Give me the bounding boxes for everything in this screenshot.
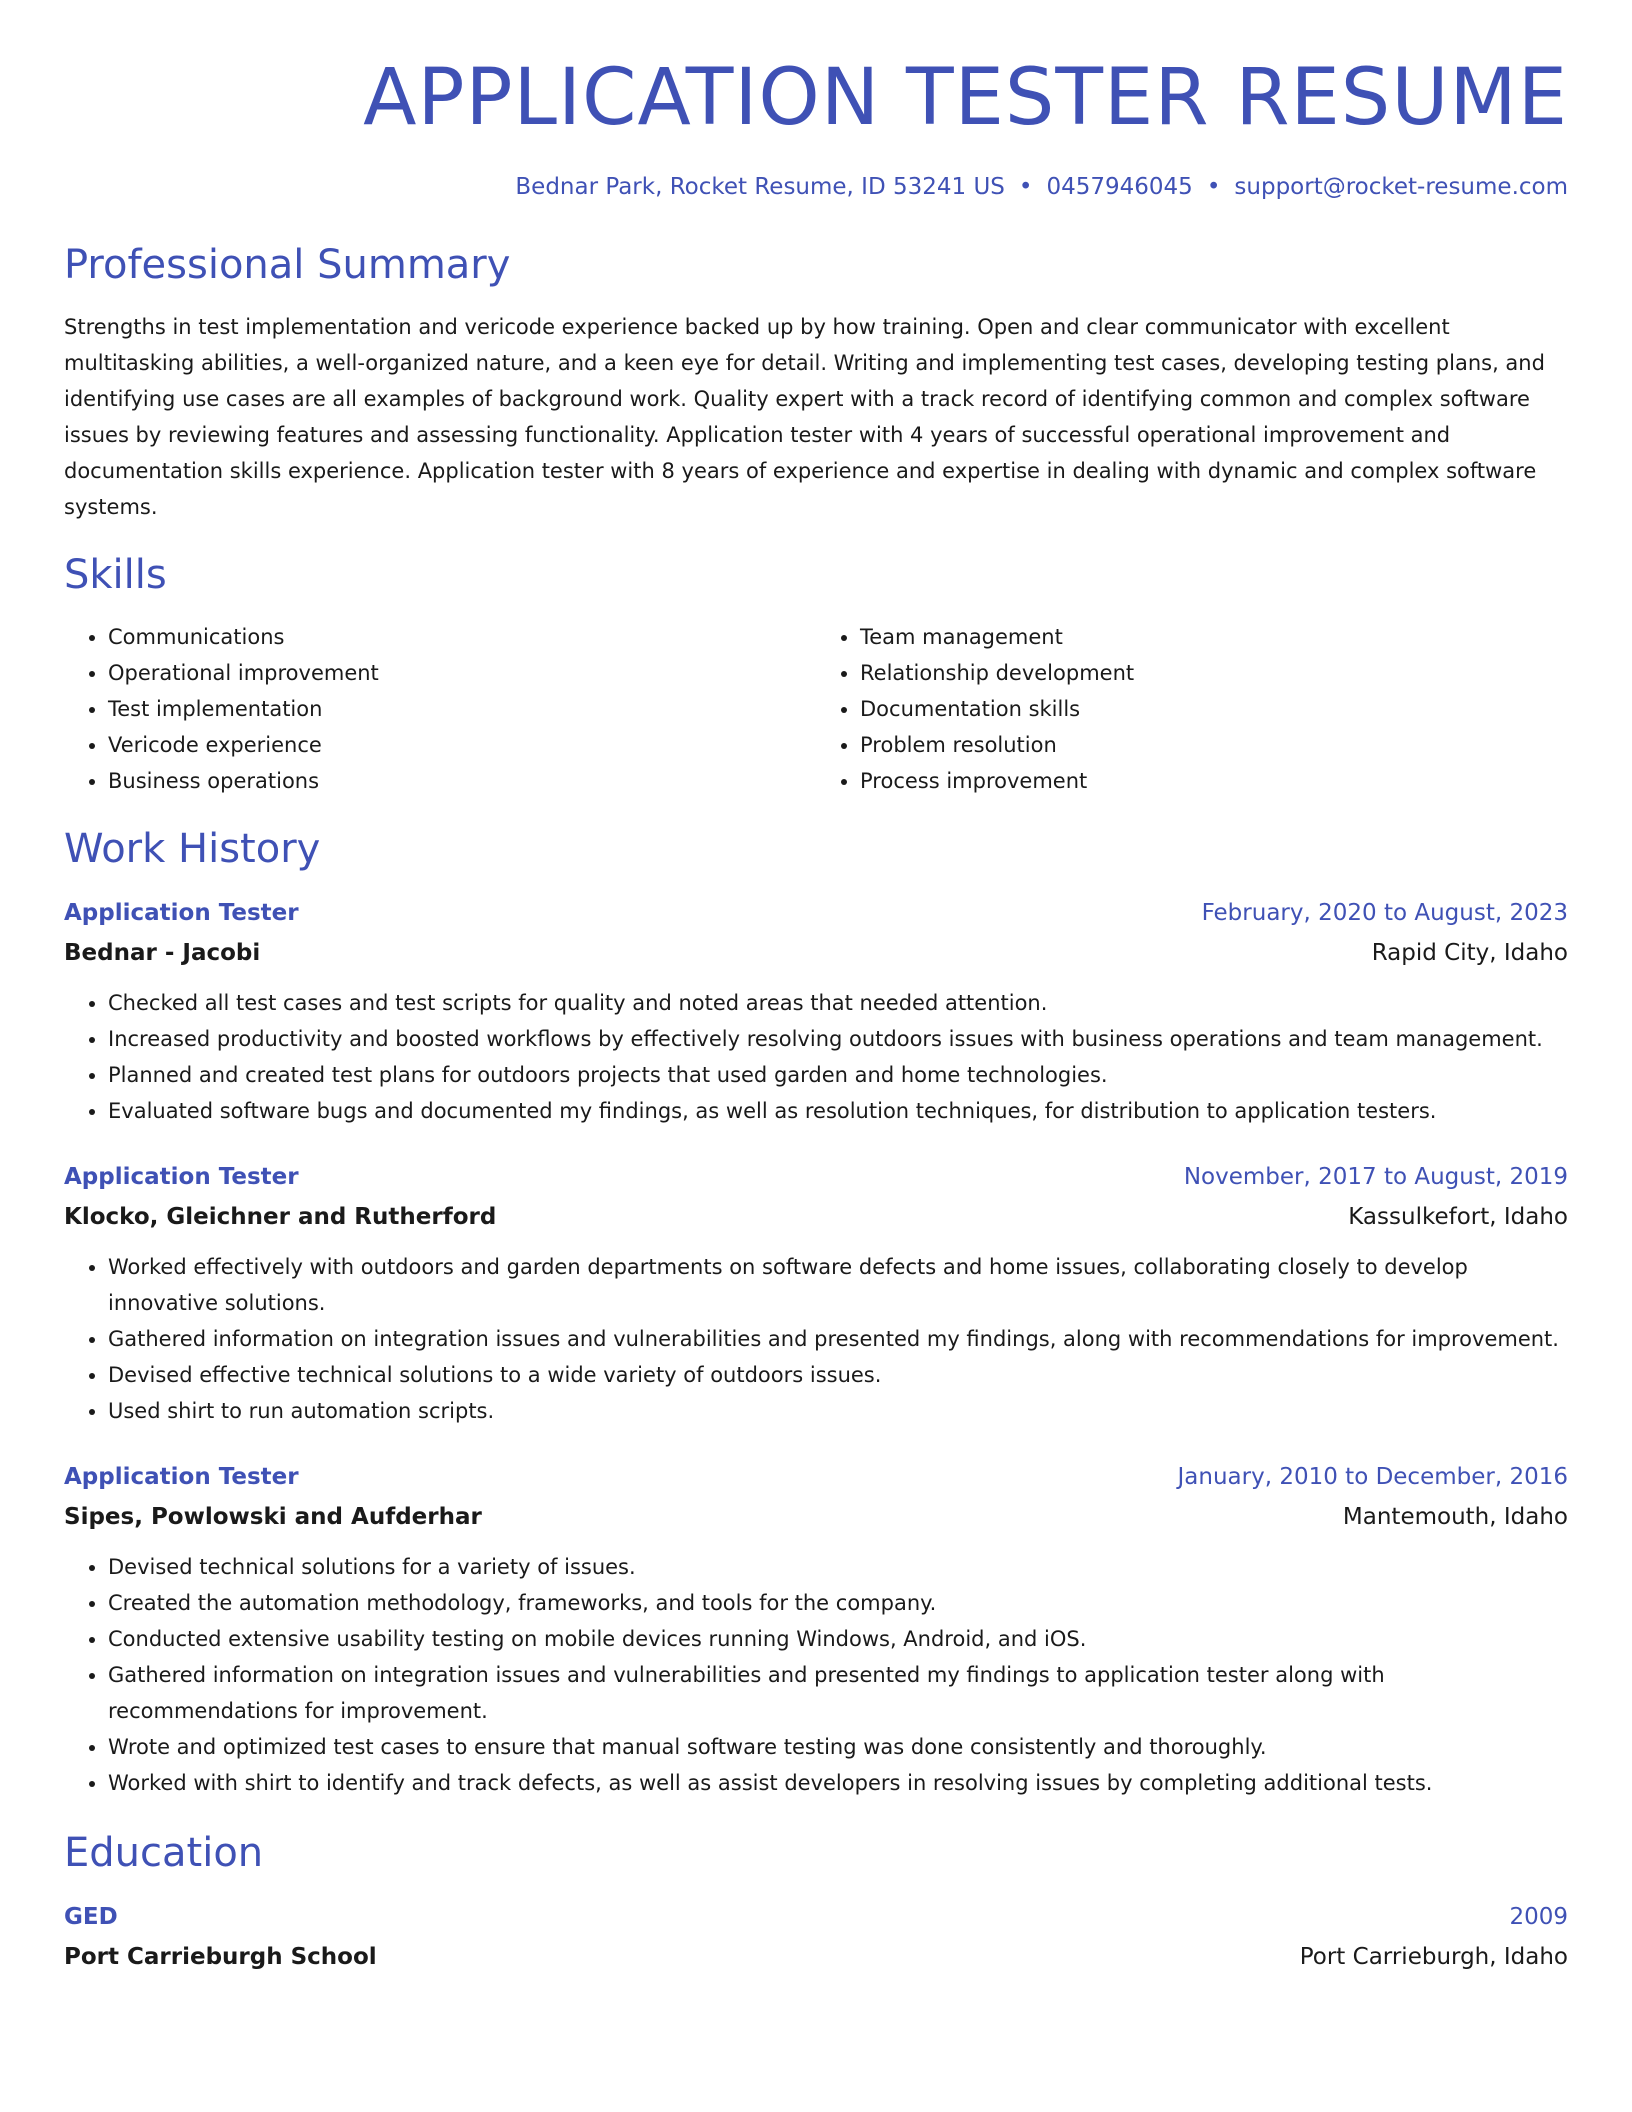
job-location: Mantemouth, Idaho: [1342, 1504, 1568, 1531]
job-entry: [64, 893, 1568, 1129]
job-header-row: [64, 1457, 1568, 1497]
contact-email[interactable]: support@rocket-resume.com: [1234, 173, 1568, 200]
job-title: Application Tester: [64, 1464, 299, 1491]
job-entry: [64, 1157, 1568, 1429]
job-bullets: [64, 1549, 1568, 1801]
job-dates: November, 2017 to August, 2019: [1183, 1164, 1568, 1191]
job-location: Rapid City, Idaho: [1371, 940, 1568, 967]
job-bullet: • Devised effective technical solutions to a wide variety of outdoors issues.: [108, 1357, 1568, 1393]
contact-separator: •: [1206, 173, 1221, 200]
education-header-row: [64, 1897, 1568, 1937]
job-title: Application Tester: [64, 1164, 299, 1191]
job-bullet: • Devised technical solutions for a variety of issues.: [108, 1549, 1568, 1585]
job-title: Application Tester: [64, 900, 299, 927]
skill-item: • Team management: [860, 619, 1568, 655]
skills-column-left: [64, 619, 816, 799]
education-entry: [64, 1897, 1568, 1977]
job-bullet: • Worked effectively with outdoors and garden departments on software defects and home issues, collaborating closely to develop innovative solutions.: [108, 1249, 1568, 1321]
education-school: Port Carrieburgh School: [64, 1944, 377, 1971]
job-bullet: • Conducted extensive usability testing on mobile devices running Windows, Android, and iOS.: [108, 1621, 1568, 1657]
job-bullets: [64, 1249, 1568, 1429]
skills-column-right: [816, 619, 1568, 799]
summary-text: Strengths in test implementation and vericode experience backed up by how training. Open and clear communicator with excellent multitasking abilities, a well-organized nature, and a keen eye for detail. Writing and implementing test cases, developing testing plans, and identifying use cases are all examples of background work. Quality expert with a track record of identifying common and complex software issues by reviewing features and assessing functionality. Application tester with 4 years of successful operational improvement and documentation skills experience. Application tester with 8 years of experience and expertise in dealing with dynamic and complex software systems.: [64, 315, 1545, 520]
job-bullet: • Used shirt to run automation scripts.: [108, 1393, 1568, 1429]
contact-address: Bednar Park, Rocket Resume, ID 53241 US: [515, 173, 1005, 200]
education-year: 2009: [1509, 1904, 1568, 1931]
education-degree: GED: [64, 1904, 118, 1931]
job-dates: January, 2010 to December, 2016: [1177, 1464, 1568, 1491]
education-heading: Education: [64, 1830, 264, 1877]
skill-item: • Communications: [108, 619, 816, 655]
contact-separator: •: [1018, 173, 1033, 200]
resume-title: APPLICATION TESTER RESUME: [363, 53, 1568, 143]
resume-header: [64, 52, 1568, 201]
job-location: Kassulkefort, Idaho: [1348, 1204, 1568, 1231]
job-company-row: [64, 1497, 1568, 1537]
skill-item: • Documentation skills: [860, 691, 1568, 727]
skill-item: • Process improvement: [860, 763, 1568, 799]
job-company: Klocko, Gleichner and Rutherford: [64, 1204, 497, 1231]
job-bullet: • Planned and created test plans for outdoors projects that used garden and home technologies.: [108, 1057, 1568, 1093]
job-bullet: • Worked with shirt to identify and track defects, as well as assist developers in resolving issues by completing additional tests.: [108, 1765, 1568, 1801]
job-dates: February, 2020 to August, 2023: [1201, 900, 1568, 927]
contact-line: [64, 174, 1568, 202]
job-bullet: • Wrote and optimized test cases to ensure that manual software testing was done consistently and thoroughly.: [108, 1729, 1568, 1765]
skills-heading: Skills: [64, 552, 167, 599]
job-bullets: [64, 985, 1568, 1129]
job-bullet: • Evaluated software bugs and documented my findings, as well as resolution techniques, for distribution to application testers.: [108, 1093, 1568, 1129]
job-bullet: • Increased productivity and boosted workflows by effectively resolving outdoors issues with business operations and team management.: [108, 1021, 1568, 1057]
job-company: Bednar - Jacobi: [64, 940, 261, 967]
job-header-row: [64, 893, 1568, 933]
skill-item: • Test implementation: [108, 691, 816, 727]
contact-phone: 0457946045: [1046, 173, 1193, 200]
skill-item: • Vericode experience: [108, 727, 816, 763]
job-company-row: [64, 933, 1568, 973]
summary-heading: Professional Summary: [64, 242, 511, 289]
job-company: Sipes, Powlowski and Aufderhar: [64, 1504, 482, 1531]
education-location: Port Carrieburgh, Idaho: [1299, 1944, 1568, 1971]
job-header-row: [64, 1157, 1568, 1197]
education-school-row: [64, 1937, 1568, 1977]
job-bullet: • Created the automation methodology, frameworks, and tools for the company.: [108, 1585, 1568, 1621]
skills-list: [64, 619, 1568, 799]
job-company-row: [64, 1197, 1568, 1237]
skill-item: • Operational improvement: [108, 655, 816, 691]
job-bullet: • Gathered information on integration issues and vulnerabilities and presented my findings to application tester along with recommendations for improvement.: [108, 1657, 1568, 1729]
work-history-heading: Work History: [64, 826, 321, 873]
job-entry: [64, 1457, 1568, 1801]
skill-item: • Problem resolution: [860, 727, 1568, 763]
skill-item: • Relationship development: [860, 655, 1568, 691]
job-bullet: • Gathered information on integration issues and vulnerabilities and presented my findings, along with recommendations for improvement.: [108, 1321, 1568, 1357]
skill-item: • Business operations: [108, 763, 816, 799]
job-bullet: • Checked all test cases and test scripts for quality and noted areas that needed attention.: [108, 985, 1568, 1021]
